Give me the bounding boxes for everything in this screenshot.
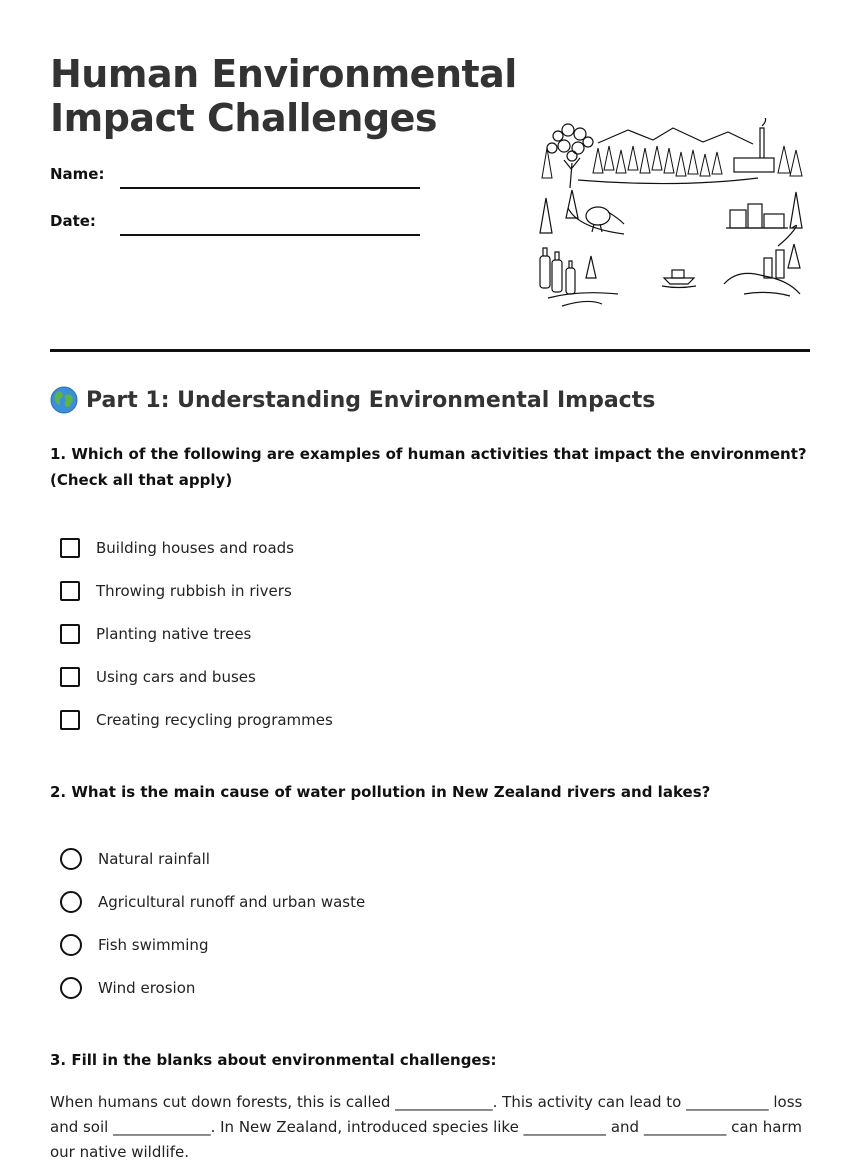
q2-option-2[interactable] [60,889,365,915]
question-3: 3. Fill in the blanks about environmental challenges: [50,1051,497,1069]
option-label: Natural rainfall [98,850,210,868]
question-1: 1. Which of the following are examples of human activities that impact the environment? (Check all that apply) [50,445,807,489]
page-title [50,52,520,140]
q2-option-1[interactable] [60,846,210,872]
radio-button[interactable] [60,934,82,956]
option-label: Creating recycling programmes [96,711,333,729]
checkbox[interactable] [60,624,80,644]
name-label: Name: [50,165,105,183]
section-heading [50,386,655,414]
fill-in-paragraph[interactable]: When humans cut down forests, this is called _____________. This activity can lead to ___________ loss and soil _____________. In New Zealand, introduced species like ___________ and ___________ can harm our native wildlife. [50,1093,803,1161]
option-label: Planting native trees [96,625,252,643]
question-2: 2. What is the main cause of water pollution in New Zealand rivers and lakes? [50,783,711,801]
q2-option-4[interactable] [60,975,195,1001]
option-label: Building houses and roads [96,539,294,557]
globe-icon [50,386,78,414]
checkbox[interactable] [60,538,80,558]
name-field[interactable] [50,165,420,195]
q1-option-4[interactable] [60,664,256,690]
q1-option-3[interactable] [60,621,251,647]
checkbox[interactable] [60,710,80,730]
date-field[interactable] [50,212,420,242]
section-title: Part 1: Understanding Environmental Impacts [86,387,656,413]
radio-button[interactable] [60,891,82,913]
option-label: Wind erosion [98,979,196,997]
q2-option-3[interactable] [60,932,208,958]
section-divider [50,349,810,352]
q1-option-1[interactable] [60,535,294,561]
option-label: Throwing rubbish in rivers [96,582,292,600]
environment-illustration [538,118,808,318]
radio-button[interactable] [60,848,82,870]
option-label: Agricultural runoff and urban waste [98,893,366,911]
date-line[interactable] [120,234,420,236]
radio-button[interactable] [60,977,82,999]
name-line[interactable] [120,187,420,189]
date-label: Date: [50,212,96,230]
checkbox[interactable] [60,667,80,687]
checkbox[interactable] [60,581,80,601]
q1-option-2[interactable] [60,578,292,604]
option-label: Using cars and buses [96,668,256,686]
title-line-2: Impact Challenges [50,96,438,140]
q1-option-5[interactable] [60,707,333,733]
option-label: Fish swimming [98,936,209,954]
title-line-1: Human Environmental [50,52,517,96]
